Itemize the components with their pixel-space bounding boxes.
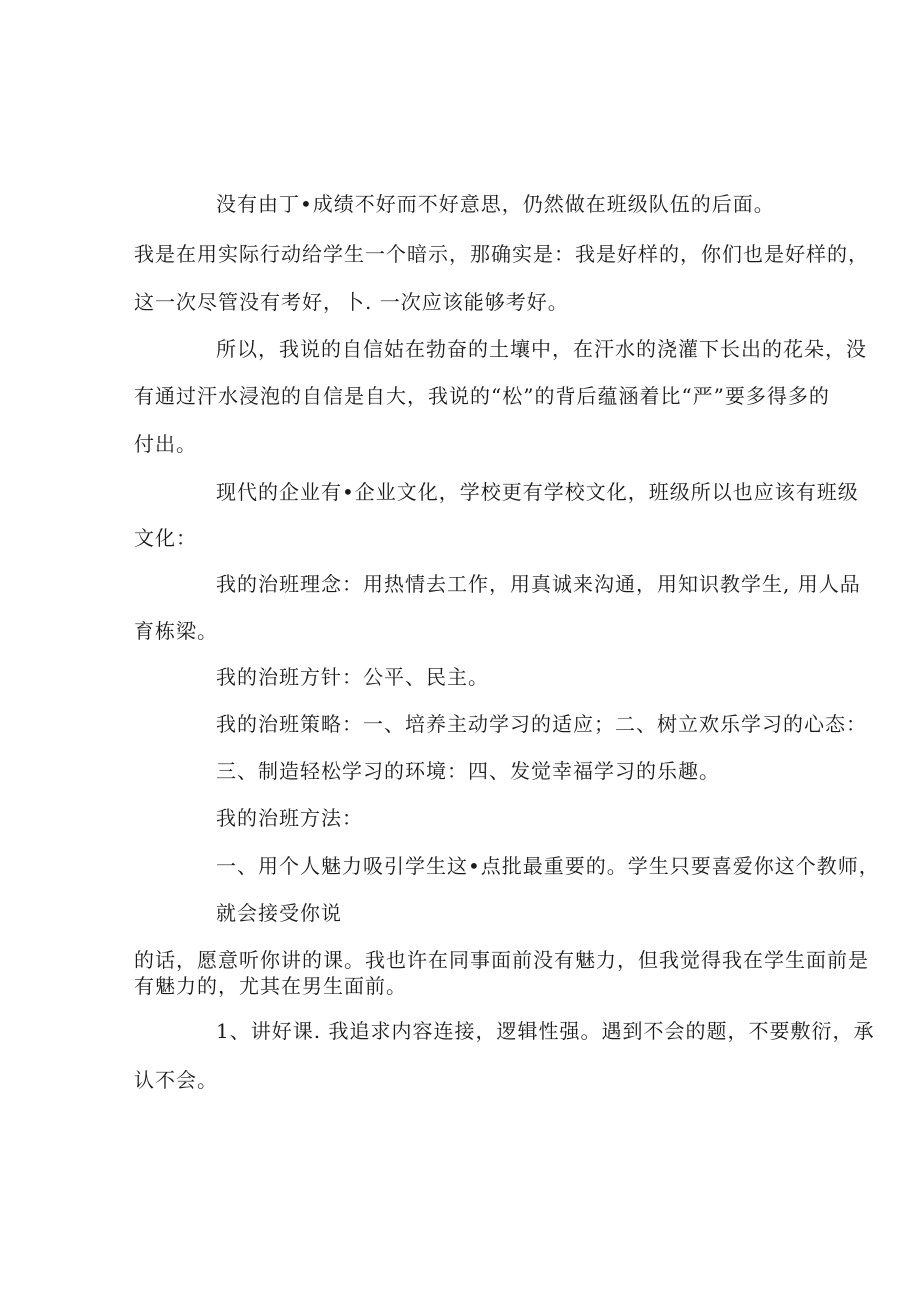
paragraph-line: 文化： xyxy=(134,526,197,550)
paragraph-line: 认不会。 xyxy=(134,1068,218,1092)
paragraph-line: 一、用个人魅力吸引学生这•点批最重要的。学生只要喜爱你这个教师， xyxy=(216,854,880,878)
paragraph-line: 现代的企业有•企业文化，学校更有学校文化，班级所以也应该有班级 xyxy=(216,480,859,504)
paragraph-line: 我的治班策略：一、培养主动学习的适应；二、树立欢乐学习的心态： xyxy=(216,712,867,736)
paragraph-line: 我的治班理念：用热情去工作，用真诚来沟通，用知识教学生, 用人品 xyxy=(216,572,861,596)
paragraph-line: 就会接受你说 xyxy=(216,901,342,925)
paragraph-line: 所以，我说的自信姑在勃奋的土壤中，在汗水的浇灌下长出的花朵，没 xyxy=(216,337,867,361)
paragraph-line: 付出。 xyxy=(134,432,197,456)
paragraph-line: 有通过汗水浸泡的自信是自大，我说的“松”的背后蕴涵着比“严”要多得多的 xyxy=(134,384,830,408)
paragraph-line: 我的治班方法： xyxy=(216,806,363,830)
paragraph-line: 我是在用实际行动给学生一个暗示，那确实是：我是好样的，你们也是好样的， xyxy=(134,242,869,266)
paragraph-line: 的话，愿意听你讲的课。我也许在同事面前没有魅力，但我觉得我在学生面前是 xyxy=(134,948,869,972)
paragraph-line: 三、制造轻松学习的环境：四、发觉幸福学习的乐趣。 xyxy=(216,759,720,783)
paragraph-line: 我的治班方针：公平、民主。 xyxy=(216,665,489,689)
paragraph-line: 这一次尽管没有考好，卜. 一次应该能够考好。 xyxy=(134,290,569,314)
paragraph-line: 没有由丁•成绩不好而不好意思，仍然做在班级队伍的后面。 xyxy=(216,192,775,216)
paragraph-line: 有魅力的，尤其在男生面前。 xyxy=(134,974,407,998)
paragraph-line: 育栋梁。 xyxy=(134,619,218,643)
paragraph-line: 1、讲好课. 我追求内容连接，逻辑性强。遇到不会的题，不要敷衍，承 xyxy=(216,1019,875,1043)
